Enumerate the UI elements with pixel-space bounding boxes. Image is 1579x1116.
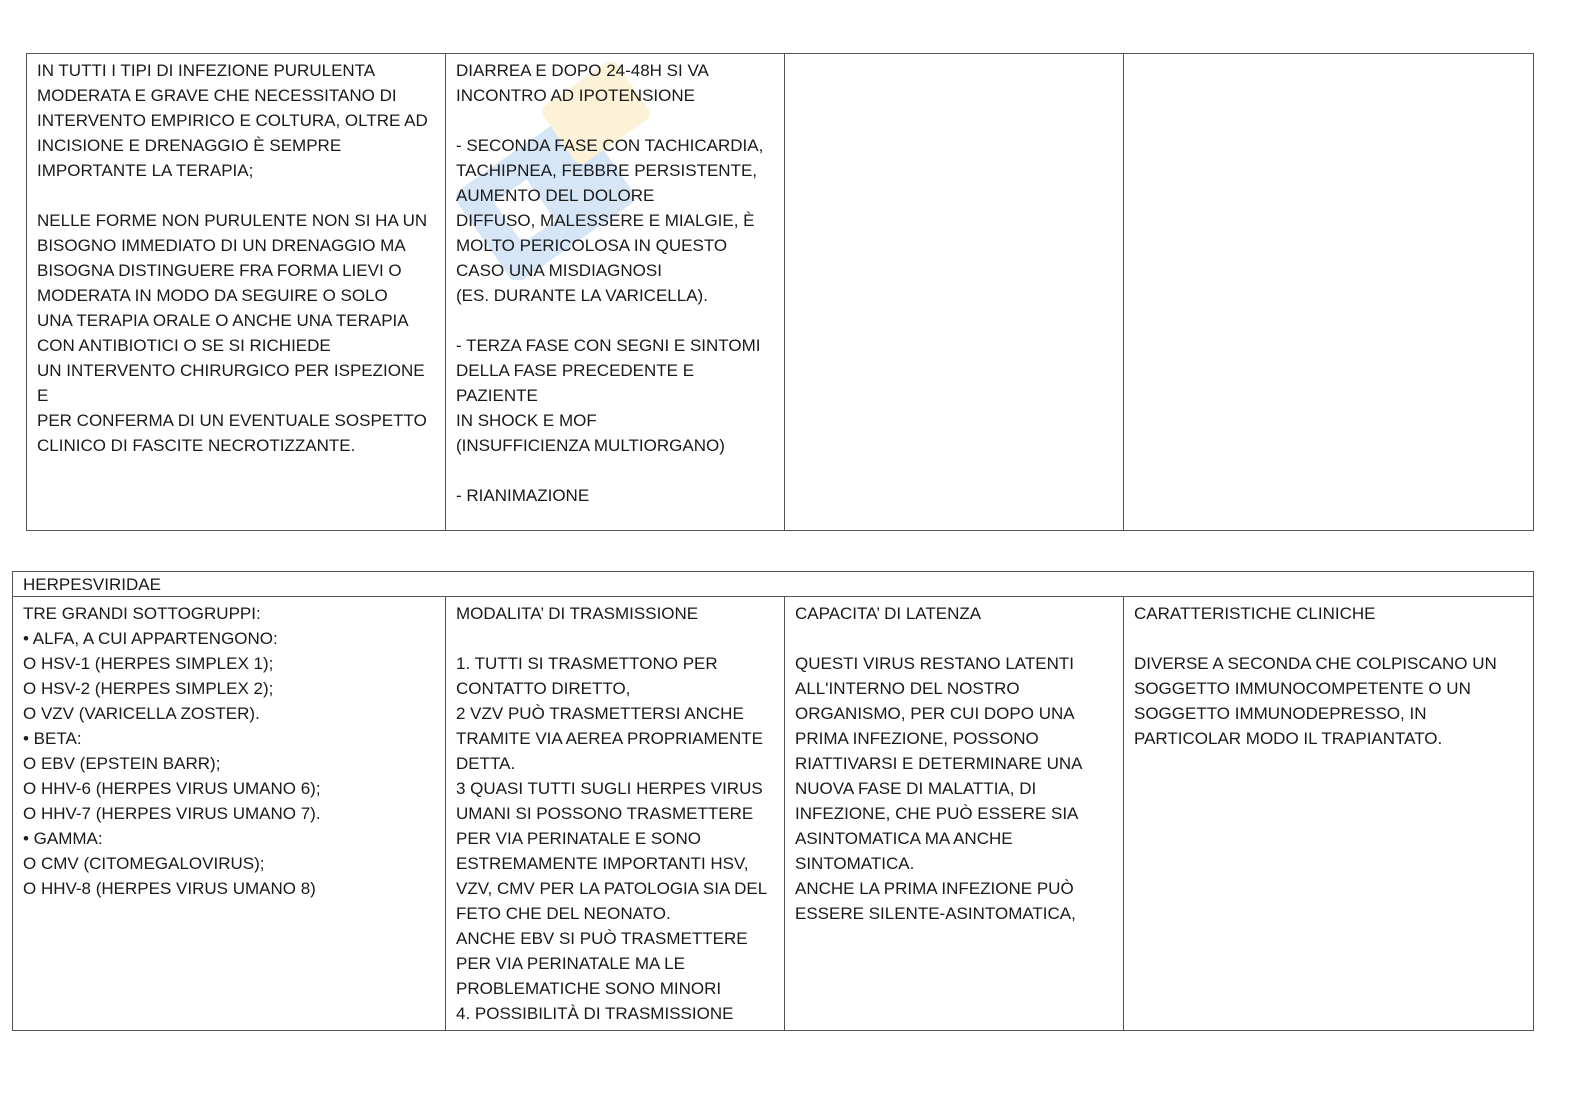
table-cell-therapy: IN TUTTI I TIPI DI INFEZIONE PURULENTA MODERATA E GRAVE CHE NECESSITANO DI INTERVENTO EMPIRICO E COLTURA, OLTRE AD INCISIONE E DRENAGGIO È SEMPRE IMPORTANTE LA TERAPIA; NELLE FORME NON PURULENTE NON SI HA UN BISOGNO IMMEDIATO DI UN DRENAGGIO MA BISOGNA DISTINGUERE FRA FORMA LIEVI O MODERATA IN MODO DA SEGUIRE O SOLO UNA TERAPIA ORALE O ANCHE UNA TERAPIA CON ANTIBIOTICI O SE SI RICHIEDE UN INTERVENTO CHIRURGICO PER ISPEZIONE E PER CONFERMA DI UN EVENTUALE SOSPETTO CLINICO DI FASCITE NECROTIZZANTE. (27, 54, 446, 531)
table-cell-empty (785, 54, 1124, 531)
herpesviridae-table (12, 571, 1534, 1031)
table-cell-transmission: MODALITA’ DI TRASMISSIONE 1. TUTTI SI TRASMETTONO PER CONTATTO DIRETTO, 2 VZV PUÒ TRASMETTERSI ANCHE TRAMITE VIA AEREA PROPRIAMENTE DETTA. 3 QUASI TUTTI SUGLI HERPES VIRUS UMANI SI POSSONO TRASMETTERE PER VIA PERINATALE E SONO ESTREMAMENTE IMPORTANTI HSV, VZV, CMV PER LA PATOLOGIA SIA DEL FETO CHE DEL NEONATO. ANCHE EBV SI PUÒ TRASMETTERE PER VIA PERINATALE MA LE PROBLEMATICHE SONO MINORI 4. POSSIBILITÀ DI TRASMISSIONE (446, 597, 785, 1031)
table-row (13, 597, 1534, 1031)
table-cell-empty (1124, 54, 1534, 531)
table-header-row (13, 572, 1534, 597)
table-cell-clinical: CARATTERISTICHE CLINICHE DIVERSE A SECONDA CHE COLPISCANO UN SOGGETTO IMMUNOCOMPETENTE O UN SOGGETTO IMMUNODEPRESSO, IN PARTICOLAR MODO IL TRAPIANTATO. (1124, 597, 1534, 1031)
table-cell-latency: CAPACITA’ DI LATENZA QUESTI VIRUS RESTANO LATENTI ALL'INTERNO DEL NOSTRO ORGANISMO, PER CUI DOPO UNA PRIMA INFEZIONE, POSSONO RIATTIVARSI E DETERMINARE UNA NUOVA FASE DI MALATTIA, DI INFEZIONE, CHE PUÒ ESSERE SIA ASINTOMATICA MA ANCHE SINTOMATICA. ANCHE LA PRIMA INFEZIONE PUÒ ESSERE SILENTE-ASINTOMATICA, (785, 597, 1124, 1031)
table-title: HERPESVIRIDAE (13, 572, 1534, 597)
table-row (27, 54, 1534, 531)
table-cell-phases: DIARREA E DOPO 24-48H SI VA INCONTRO AD IPOTENSIONE - SECONDA FASE CON TACHICARDIA, TACHIPNEA, FEBBRE PERSISTENTE, AUMENTO DEL DOLORE DIFFUSO, MALESSERE E MIALGIE, È MOLTO PERICOLOSA IN QUESTO CASO UNA MISDIAGNOSI (ES. DURANTE LA VARICELLA). - TERZA FASE CON SEGNI E SINTOMI DELLA FASE PRECEDENTE E PAZIENTE IN SHOCK E MOF (INSUFFICIENZA MULTIORGANO) - RIANIMAZIONE (446, 54, 785, 531)
upper-table (26, 53, 1534, 531)
table-cell-subgroups: TRE GRANDI SOTTOGRUPPI: • ALFA, A CUI APPARTENGONO: O HSV-1 (HERPES SIMPLEX 1); O HSV-2 (HERPES SIMPLEX 2); O VZV (VARICELLA ZOSTER). • BETA: O EBV (EPSTEIN BARR); O HHV-6 (HERPES VIRUS UMANO 6); O HHV-7 (HERPES VIRUS UMANO 7). • GAMMA: O CMV (CITOMEGALOVIRUS); O HHV-8 (HERPES VIRUS UMANO 8) (13, 597, 446, 1031)
